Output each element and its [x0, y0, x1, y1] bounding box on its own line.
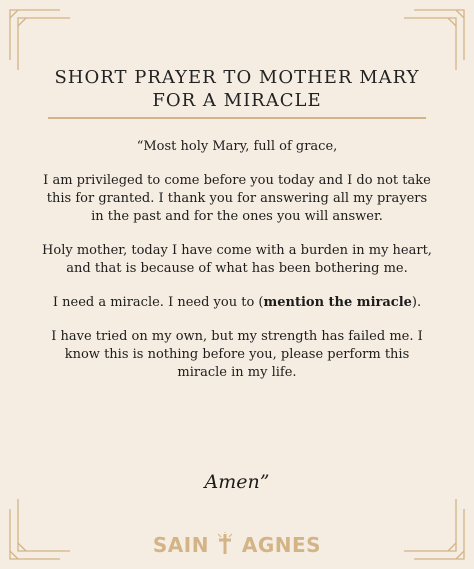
- corner-ornament-top-right: [404, 0, 474, 70]
- page-title: [0, 66, 474, 112]
- title-divider: [48, 117, 426, 119]
- title-line-1: SHORT PRAYER TO MOTHER MARY: [54, 67, 420, 88]
- paragraph-3: Holy mother, today I have come with a burden in my heart, and that is because of what has been bothering me.: [42, 243, 432, 276]
- closing-amen: Amen”: [204, 471, 270, 493]
- paragraph-4-start: I need a miracle. I need you to (: [52, 295, 264, 310]
- paragraph-2: I am privileged to come before you today and I do not take this for granted. I thank you for answering all my prayers in the past and for the ones you will answer.: [43, 173, 431, 224]
- brand-left: SAIN: [152, 533, 209, 557]
- paragraph-4-bold: mention the miracle: [263, 295, 412, 310]
- brand-right: AGNES: [241, 533, 322, 557]
- prayer-text: [40, 138, 434, 398]
- cross-icon: [216, 532, 234, 561]
- title-line-2: FOR A MIRACLE: [152, 90, 322, 111]
- brand-logo: [0, 532, 474, 561]
- paragraph-4-end: ).: [411, 295, 422, 310]
- paragraph-4: [40, 294, 434, 312]
- corner-ornament-top-left: [0, 0, 70, 70]
- paragraph-1: “Most holy Mary, full of grace,: [136, 139, 338, 154]
- paragraph-5: I have tried on my own, but my strength has failed me. I know this is nothing before you, please perform this miracle in my life.: [51, 329, 423, 380]
